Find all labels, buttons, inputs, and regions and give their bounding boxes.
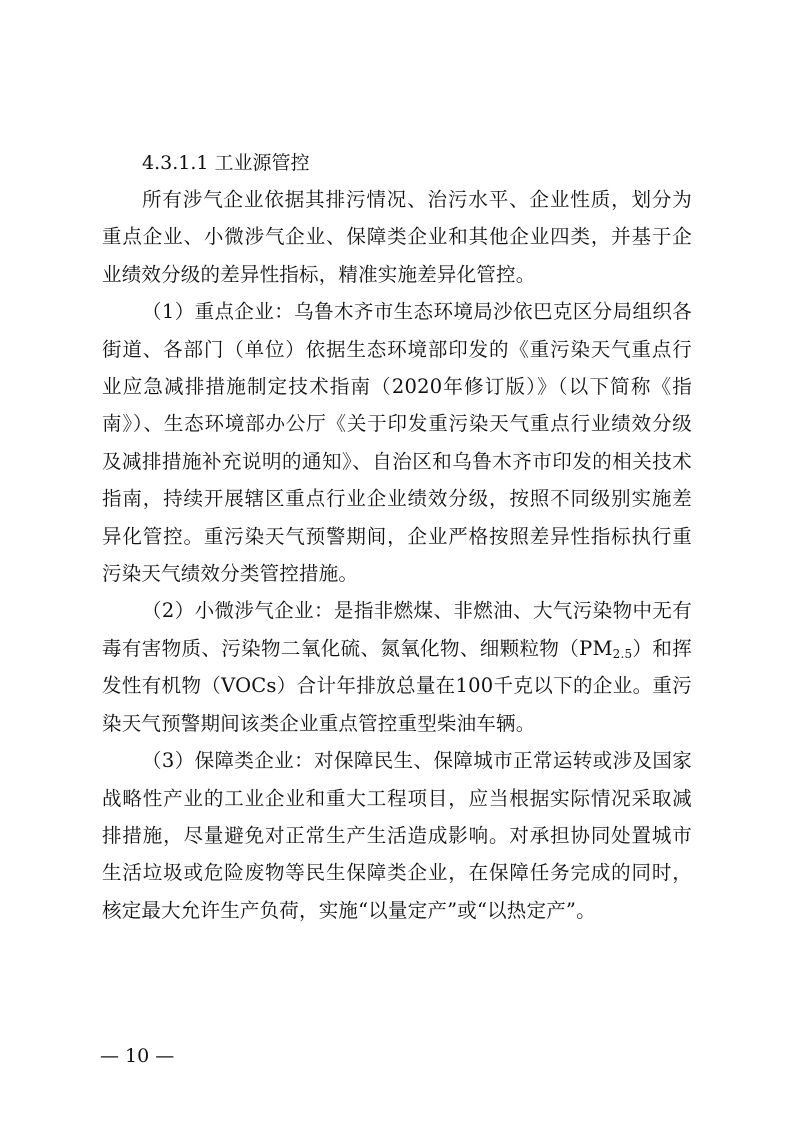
page-number: — 10 — bbox=[100, 1045, 175, 1067]
paragraph-guarantee-enterprises: （3）保障类企业：对保障民生、保障城市正常运转或涉及国家战略性产业的工业企业和重大工程项目，应当根据实际情况采取减排措施，尽量避免对正常生产生活造成影响。对承担协同处置城市生活垃圾或危险废物等民生保障类企业，在保障任务完成的同时，核定最大允许生产负荷，实施“以量定产”或“以热定产”。 bbox=[102, 749, 692, 922]
pm-subscript: 2.5 bbox=[612, 646, 633, 661]
paragraph-key-enterprises: （1）重点企业：乌鲁木齐市生态环境局沙依巴克区分局组织各街道、各部门（单位）依据生态环境部印发的《重污染天气重点行业应急减排措施制定技术指南（2020年修订版）》（以下简称《指南》）、生态环境部办公厅《关于印发重污染天气重点行业绩效分级及减排措施补充说明的通知》、自治区和乌鲁木齐市印发的相关技术指南，持续开展辖区重点行业企业绩效分级，按照不同级别实施差异化管控。重污染天气预警期间，企业严格按照差异性指标执行重污染天气绩效分类管控措施。 bbox=[102, 300, 692, 586]
body-text bbox=[102, 181, 692, 929]
small-enterprises-text-part1: （2）小微涉气企业：是指非燃煤、非燃油、大气污染物中无有毒有害物质、污染物二氧化硫、氮氧化物、细颗粒物（PM bbox=[102, 599, 692, 660]
small-enterprises-text-part2: ）和挥发性有机物（VOCs）合计年排放总量在100千克以下的企业。重污染天气预警期间该类企业重点管控重型柴油车辆。 bbox=[102, 636, 692, 735]
paragraph-intro: 所有涉气企业依据其排污情况、治污水平、企业性质，划分为重点企业、小微涉气企业、保障类企业和其他企业四类，并基于企业绩效分级的差异性指标，精准实施差异化管控。 bbox=[102, 188, 692, 286]
section-heading: 4.3.1.1 工业源管控 bbox=[142, 152, 310, 174]
paragraph-small-enterprises bbox=[102, 592, 692, 742]
